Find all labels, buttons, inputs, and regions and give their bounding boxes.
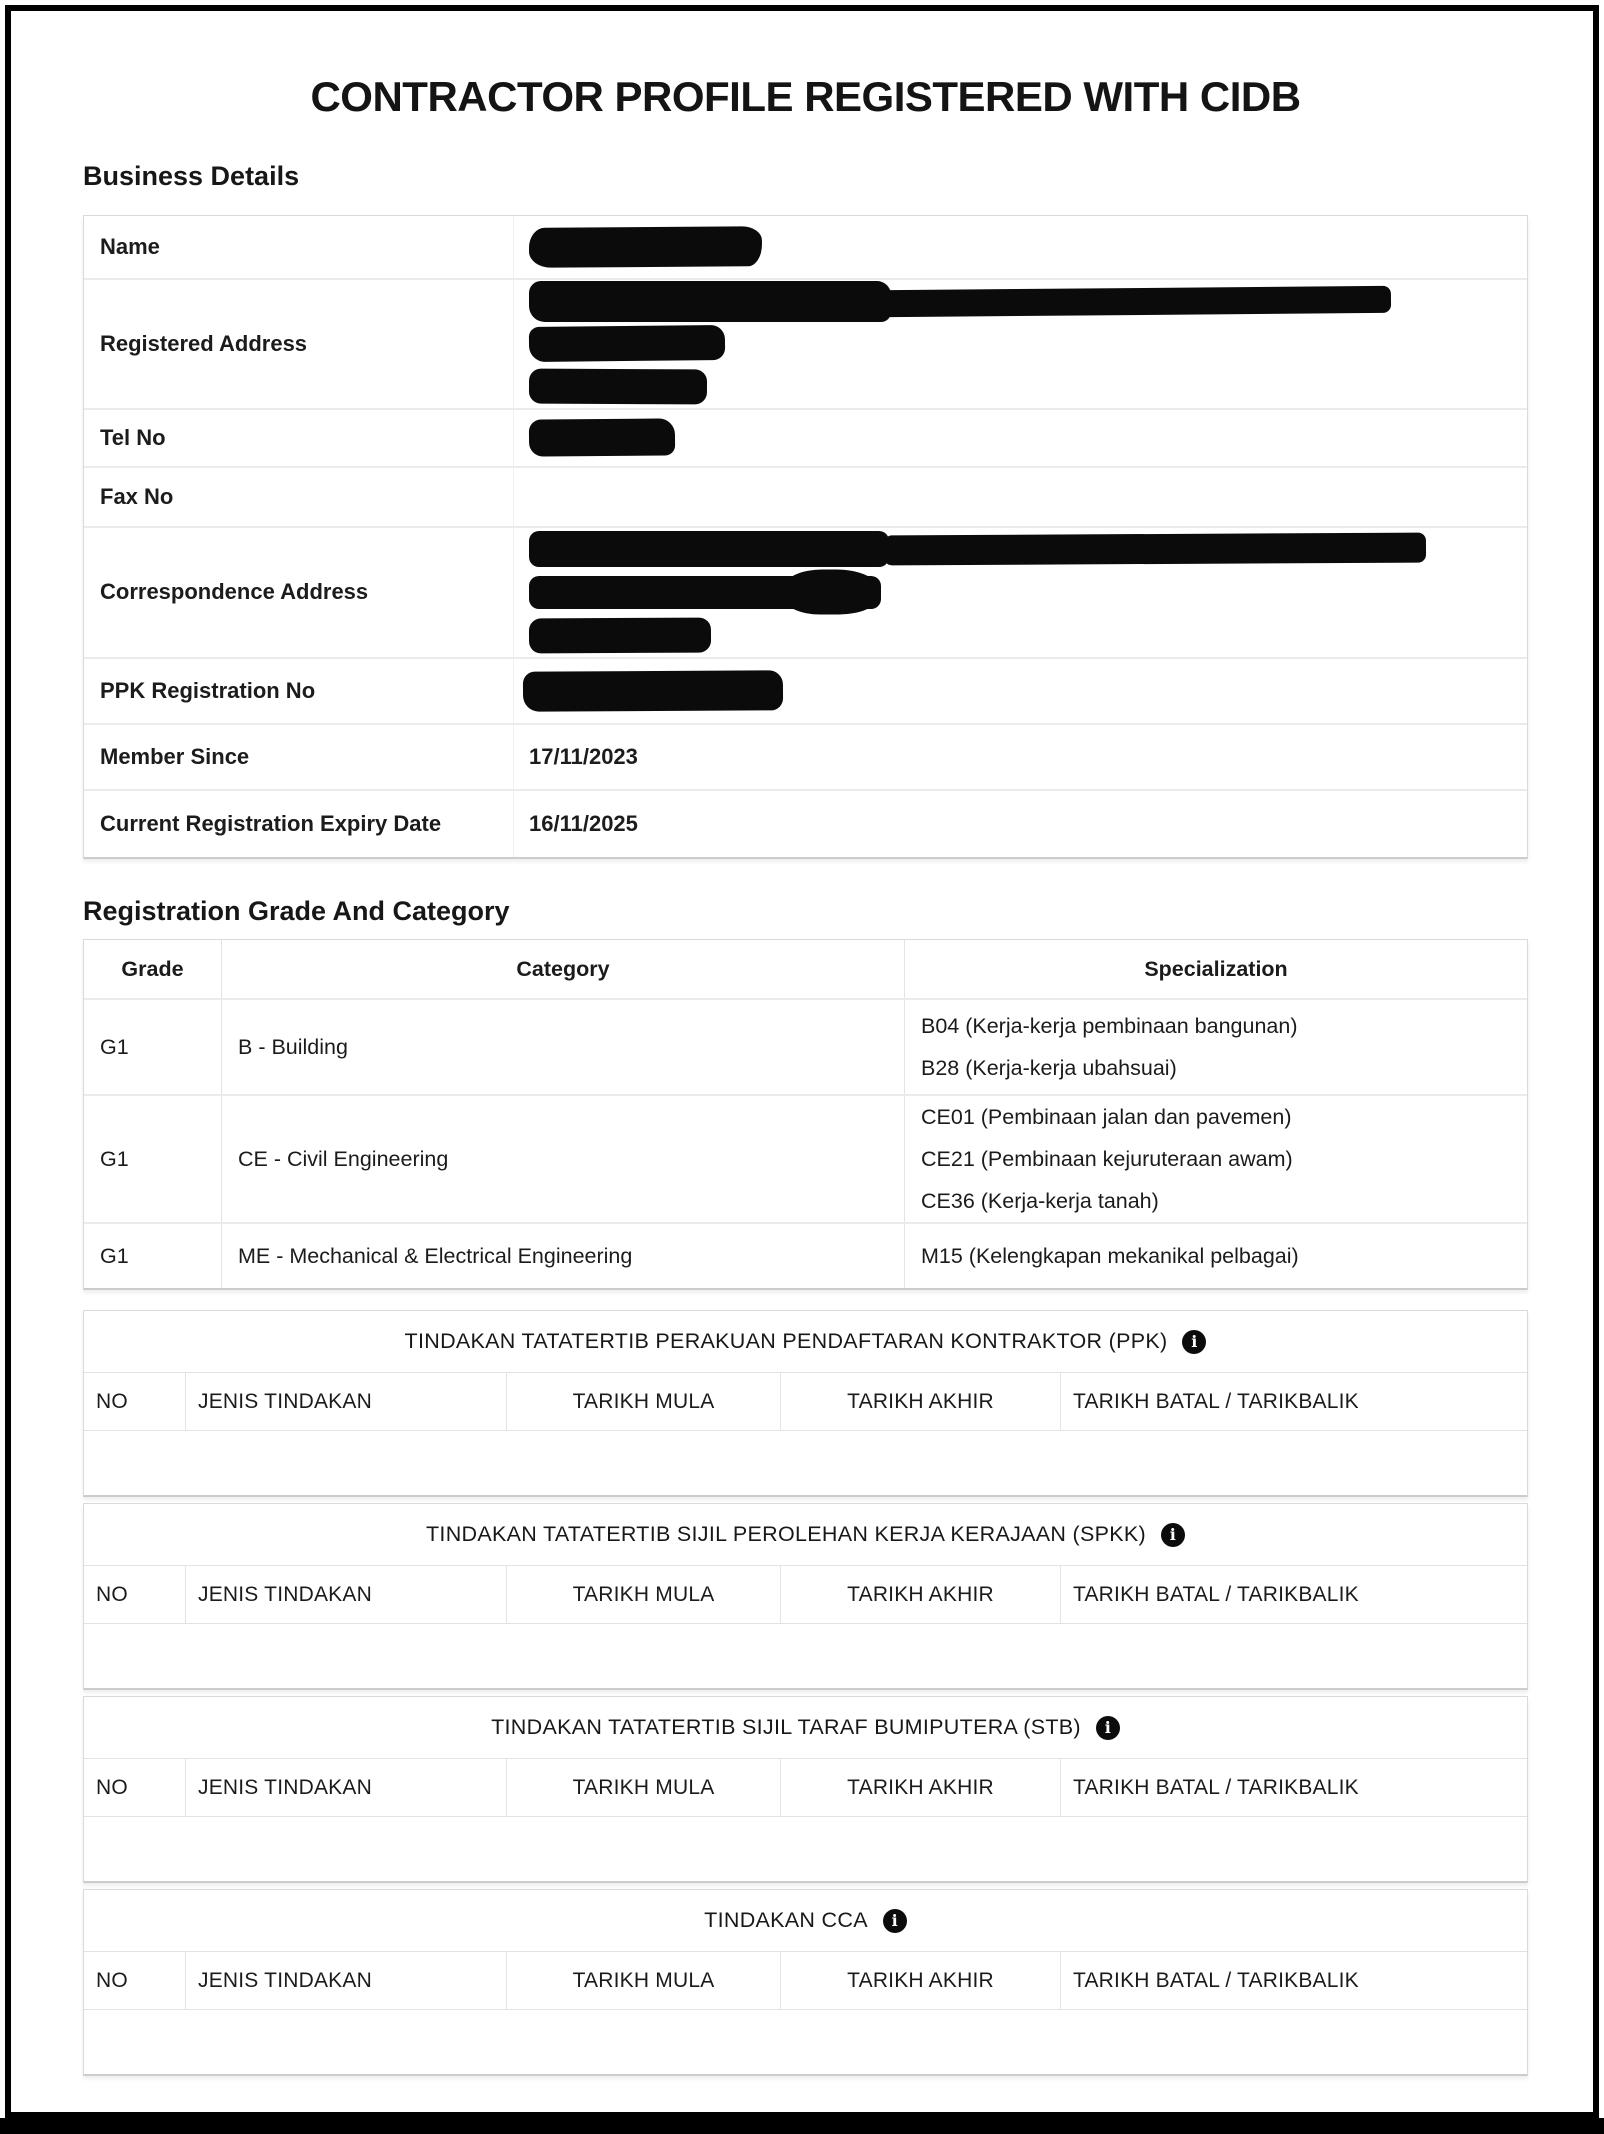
column-header-no: NO xyxy=(84,1759,186,1816)
registration-row xyxy=(84,1096,1527,1224)
address-line xyxy=(514,528,1527,571)
column-header-tarikh-batal: TARIKH BATAL / TARIKBALIK xyxy=(1073,1582,1359,1606)
column-header-no: NO xyxy=(84,1373,186,1430)
action-table-stb xyxy=(83,1696,1528,1883)
address-line xyxy=(514,280,1527,323)
column-header-tarikh-batal: TARIKH BATAL / TARIKBALIK xyxy=(1073,1389,1359,1413)
action-table-ppk xyxy=(83,1310,1528,1497)
action-table-title: TINDAKAN TATATERTIB SIJIL TARAF BUMIPUTERA (STB) xyxy=(491,1715,1081,1740)
column-header-tarikh-akhir: TARIKH AKHIR xyxy=(781,1566,1061,1623)
member-since-value: 17/11/2023 xyxy=(529,743,638,769)
registration-row xyxy=(84,1224,1527,1288)
field-label: Registered Address xyxy=(84,280,514,408)
grade-cell: G1 xyxy=(84,1000,222,1094)
business-row-expiry-date xyxy=(84,791,1527,857)
redaction-mark xyxy=(529,531,889,567)
specialization-item: CE21 (Pembinaan kejuruteraan awam) xyxy=(921,1147,1293,1172)
field-value xyxy=(514,280,1527,408)
redaction-mark xyxy=(784,570,879,615)
field-value xyxy=(514,659,1527,723)
column-header-no: NO xyxy=(84,1952,186,2009)
address-line xyxy=(514,365,1527,408)
registration-row xyxy=(84,1000,1527,1096)
action-table-header-row xyxy=(84,1759,1527,1817)
field-label: Correspondence Address xyxy=(84,528,514,657)
column-header-tarikh-mula: TARIKH MULA xyxy=(507,1373,781,1430)
info-icon[interactable] xyxy=(1161,1523,1185,1547)
column-header-tarikh-mula: TARIKH MULA xyxy=(507,1952,781,2009)
action-table-title-row xyxy=(84,1504,1527,1566)
address-line xyxy=(514,323,1527,366)
column-header-category: Category xyxy=(222,940,905,998)
specialization-cell xyxy=(905,1000,1527,1094)
action-table-title-row xyxy=(84,1311,1527,1373)
specialization-item: B28 (Kerja-kerja ubahsuai) xyxy=(921,1056,1177,1081)
info-icon-glyph: i xyxy=(1169,1524,1177,1544)
specialization-item: CE36 (Kerja-kerja tanah) xyxy=(921,1189,1159,1214)
info-icon[interactable] xyxy=(1182,1330,1206,1354)
category-cell: CE - Civil Engineering xyxy=(222,1096,905,1222)
field-label: Name xyxy=(84,216,514,278)
page-bottom-edge xyxy=(0,2118,1604,2134)
empty-data-row xyxy=(84,2010,1527,2074)
specialization-item: CE01 (Pembinaan jalan dan pavemen) xyxy=(921,1105,1292,1130)
redaction-mark xyxy=(529,325,725,362)
field-value xyxy=(514,528,1527,657)
business-row-ppk-registration-no xyxy=(84,659,1527,725)
redaction-mark xyxy=(529,281,891,322)
business-row-tel-no xyxy=(84,410,1527,468)
field-value xyxy=(514,410,1527,466)
business-row-correspondence-address xyxy=(84,528,1527,659)
redaction-mark xyxy=(529,617,711,653)
specialization-cell xyxy=(905,1096,1527,1222)
column-header-tarikh-batal: TARIKH BATAL / TARIKBALIK xyxy=(1073,1968,1359,1992)
action-table-cca xyxy=(83,1889,1528,2076)
column-header-specialization: Specialization xyxy=(1144,956,1288,981)
redaction-mark xyxy=(884,533,1426,566)
registration-table xyxy=(83,939,1528,1290)
registration-header-row xyxy=(84,940,1527,1000)
specialization-cell xyxy=(905,1224,1527,1288)
info-icon-glyph: i xyxy=(1191,1331,1198,1351)
column-header-jenis-tindakan: JENIS TINDAKAN xyxy=(186,1373,507,1430)
business-row-fax-no xyxy=(84,468,1527,528)
field-label: PPK Registration No xyxy=(84,659,514,723)
field-value xyxy=(514,725,1527,789)
column-header-jenis-tindakan: JENIS TINDAKAN xyxy=(186,1952,507,2009)
action-table-header-row xyxy=(84,1952,1527,2010)
specialization-item: M15 (Kelengkapan mekanikal pelbagai) xyxy=(921,1244,1299,1269)
page-title: CONTRACTOR PROFILE REGISTERED WITH CIDB xyxy=(310,73,1301,120)
column-header-grade: Grade xyxy=(84,940,222,998)
column-header-jenis-tindakan: JENIS TINDAKAN xyxy=(186,1566,507,1623)
document-content xyxy=(83,0,1528,2076)
column-header-tarikh-mula: TARIKH MULA xyxy=(507,1759,781,1816)
address-line xyxy=(514,614,1527,657)
column-header-jenis-tindakan: JENIS TINDAKAN xyxy=(186,1759,507,1816)
column-header-tarikh-batal: TARIKH BATAL / TARIKBALIK xyxy=(1073,1775,1359,1799)
field-value xyxy=(514,468,1527,526)
column-header-tarikh-akhir: TARIKH AKHIR xyxy=(781,1373,1061,1430)
empty-data-row xyxy=(84,1817,1527,1881)
field-value xyxy=(514,216,1527,278)
business-row-name xyxy=(84,216,1527,280)
action-table-title-row xyxy=(84,1697,1527,1759)
action-table-title-row xyxy=(84,1890,1527,1952)
column-header-tarikh-mula: TARIKH MULA xyxy=(507,1566,781,1623)
business-row-registered-address xyxy=(84,280,1527,410)
info-icon-glyph: i xyxy=(1104,1717,1112,1737)
action-table-title: TINDAKAN CCA xyxy=(704,1908,868,1933)
action-table-title: TINDAKAN TATATERTIB SIJIL PEROLEHAN KERJA KERAJAAN (SPKK) xyxy=(426,1522,1146,1547)
field-label: Fax No xyxy=(84,468,514,526)
redaction-mark xyxy=(883,286,1391,317)
column-header-tarikh-akhir: TARIKH AKHIR xyxy=(781,1759,1061,1816)
info-icon[interactable] xyxy=(1096,1716,1120,1740)
column-header-tarikh-akhir: TARIKH AKHIR xyxy=(781,1952,1061,2009)
action-table-spkk xyxy=(83,1503,1528,1690)
expiry-date-value: 16/11/2025 xyxy=(529,810,638,836)
empty-data-row xyxy=(84,1624,1527,1688)
redaction-mark xyxy=(529,419,675,457)
redaction-mark xyxy=(529,369,707,405)
info-icon[interactable] xyxy=(883,1909,907,1933)
action-table-header-row xyxy=(84,1373,1527,1431)
specialization-item: B04 (Kerja-kerja pembinaan bangunan) xyxy=(921,1014,1298,1039)
category-cell: ME - Mechanical & Electrical Engineering xyxy=(222,1224,905,1288)
grade-cell: G1 xyxy=(84,1096,222,1222)
redaction-mark xyxy=(523,670,783,711)
field-value xyxy=(514,791,1527,857)
info-icon-glyph: i xyxy=(891,1910,899,1930)
business-row-member-since xyxy=(84,725,1527,791)
action-table-title: TINDAKAN TATATERTIB PERAKUAN PENDAFTARAN KONTRAKTOR (PPK) xyxy=(404,1329,1168,1354)
address-line xyxy=(514,571,1527,614)
field-label: Current Registration Expiry Date xyxy=(84,791,514,857)
category-cell: B - Building xyxy=(222,1000,905,1094)
field-label: Tel No xyxy=(84,410,514,466)
column-header-no: NO xyxy=(84,1566,186,1623)
business-details-table xyxy=(83,215,1528,859)
grade-cell: G1 xyxy=(84,1224,222,1288)
action-table-header-row xyxy=(84,1566,1527,1624)
business-details-heading: Business Details xyxy=(83,160,300,191)
redaction-mark xyxy=(529,226,762,268)
registration-heading: Registration Grade And Category xyxy=(83,895,510,926)
field-label: Member Since xyxy=(84,725,514,789)
empty-data-row xyxy=(84,1431,1527,1495)
